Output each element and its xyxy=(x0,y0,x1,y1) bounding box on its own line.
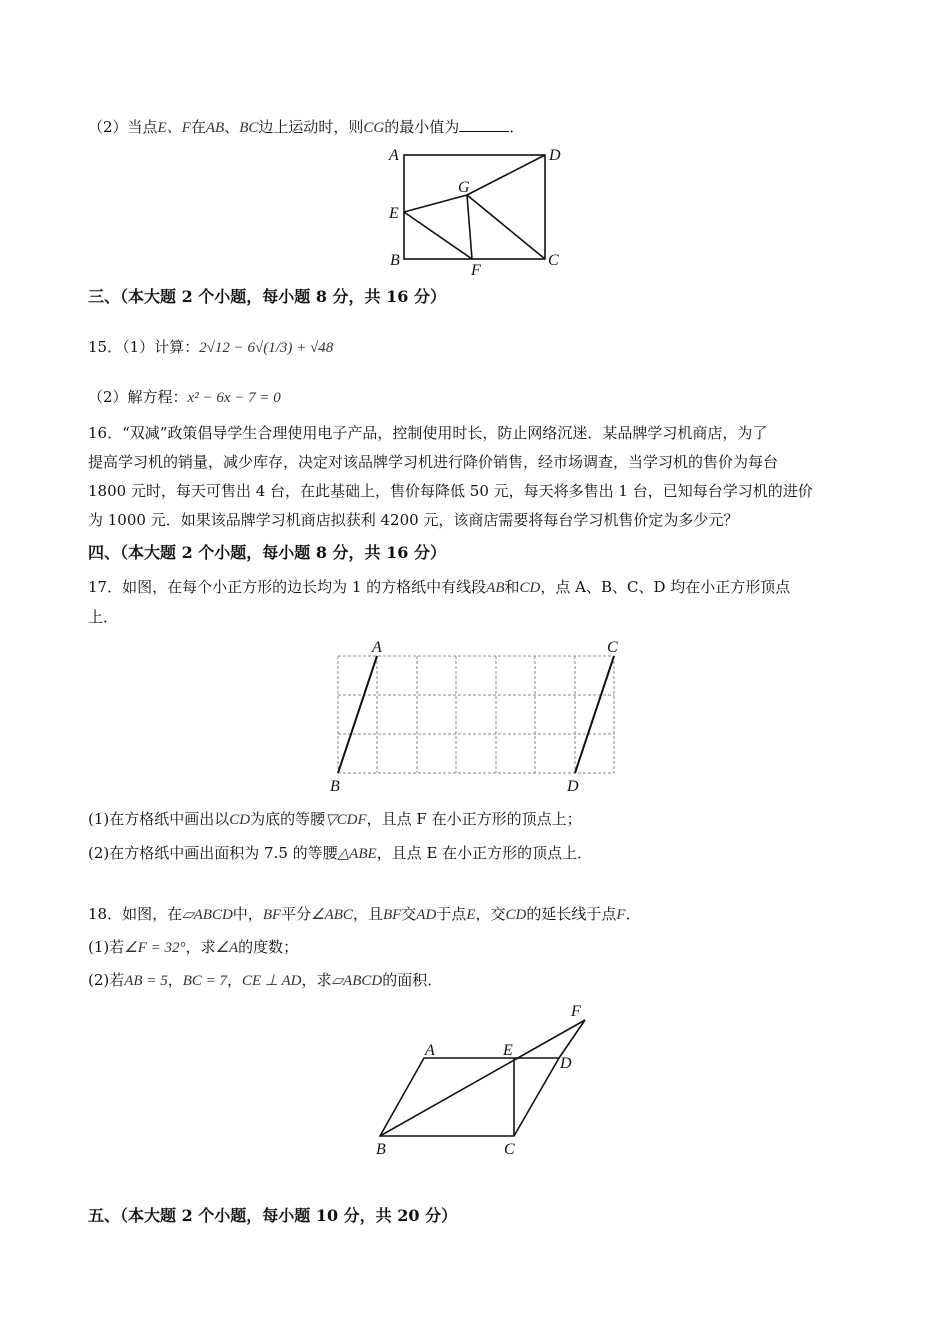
label-a: A xyxy=(389,147,399,164)
segment-df xyxy=(559,1020,585,1058)
text: 的最小值为 xyxy=(384,118,460,136)
text: 的延长线于点 xyxy=(526,905,617,923)
text: 和 xyxy=(504,578,520,596)
label-e: E xyxy=(503,1042,513,1059)
math: BF xyxy=(382,907,402,923)
label-a: A xyxy=(372,639,382,656)
text: ，求 xyxy=(301,971,332,989)
q17-line-2: 上． xyxy=(88,608,119,626)
text: 15．（1）计算： xyxy=(88,338,200,356)
text: ，求 xyxy=(185,938,216,956)
math-expression: x² − 6x − 7 = 0 xyxy=(187,390,281,406)
math: AB xyxy=(205,120,225,136)
text: 在 xyxy=(190,118,206,136)
text: 17．如图，在每个小正方形的边长均为 1 的方格纸中有线段 xyxy=(88,578,487,596)
label-d: D xyxy=(567,778,579,795)
label-b: B xyxy=(390,252,400,269)
math: AB xyxy=(486,580,505,596)
text: 边上运动时，则 xyxy=(258,118,364,136)
label-b: B xyxy=(376,1141,386,1158)
text: 为底的等腰 xyxy=(250,810,326,828)
math: E xyxy=(466,907,476,923)
text: ，交 xyxy=(475,905,506,923)
label-f: F xyxy=(471,262,481,279)
label-a: A xyxy=(425,1042,435,1059)
text: 交 xyxy=(401,905,417,923)
q16-line-2: 提高学习机的销量，减少库存，决定对该品牌学习机进行降价销售，经市场调查，当学习机的售价为每台 xyxy=(88,453,779,471)
math: BC = 7 xyxy=(182,973,228,989)
text: ，且点 E 在小正方形的顶点上． xyxy=(376,844,593,862)
text: 平分 xyxy=(281,905,312,923)
math: ∠ABC xyxy=(311,907,353,923)
text: ． xyxy=(509,118,525,136)
text: (2)若 xyxy=(88,971,125,989)
label-d: D xyxy=(549,147,561,164)
text: (1)若 xyxy=(88,938,125,956)
text: （2）解方程： xyxy=(88,388,188,406)
q16-line-4: 为 1000 元．如果该品牌学习机商店拟获利 4200 元，该商店需要将每台学习机售价定为多少元？ xyxy=(88,511,739,529)
math: CD xyxy=(505,907,527,923)
math: CG xyxy=(363,120,385,136)
text: 18．如图，在 xyxy=(88,905,183,923)
math-expression: 2√12 − 6√(1/3) + √48 xyxy=(199,340,334,356)
q16-line-1: 16．“双减”政策倡导学生合理使用电子产品，控制使用时长，防止网络沉迷．某品牌学习机商店，为了 xyxy=(88,424,768,442)
text: 于点 xyxy=(436,905,467,923)
text: 、 xyxy=(224,118,240,136)
math: AB = 5 xyxy=(124,973,168,989)
text: ，点 A、B、C、D 均在小正方形顶点 xyxy=(540,578,791,596)
text: （2）当点 xyxy=(88,118,158,136)
math: ∠F = 32° xyxy=(124,940,186,956)
text: ，且点 F 在小正方形的顶点上； xyxy=(366,810,582,828)
text: ， xyxy=(227,971,243,989)
math: AD xyxy=(416,907,437,923)
label-f: F xyxy=(571,1003,581,1020)
label-g: G xyxy=(458,179,470,196)
section-3-heading: 三、（本大题 2 个小题，每小题 8 分，共 16 分） xyxy=(88,287,446,306)
section-4-heading: 四、（本大题 2 个小题，每小题 8 分，共 16 分） xyxy=(88,543,446,562)
label-c: C xyxy=(548,252,559,269)
label-b: B xyxy=(330,778,340,795)
section-5-heading: 五、（本大题 2 个小题，每小题 10 分，共 20 分） xyxy=(88,1206,458,1225)
text: (1)在方格纸中画出以 xyxy=(88,810,230,828)
parallelogram-abcd xyxy=(380,1058,559,1136)
label-d: D xyxy=(560,1055,572,1072)
math: ▱ABCD xyxy=(182,907,233,923)
math: ▱ABCD xyxy=(331,973,383,989)
math: CD xyxy=(229,812,251,828)
text: ，且 xyxy=(352,905,383,923)
label-e: E xyxy=(389,205,399,222)
text: 的度数； xyxy=(238,938,299,956)
math: BC xyxy=(239,120,259,136)
text: ， xyxy=(167,971,183,989)
math: F xyxy=(616,907,626,923)
math: ▽CDF xyxy=(325,812,367,828)
label-c: C xyxy=(607,639,618,656)
math: BF xyxy=(262,907,282,923)
text: 的面积． xyxy=(382,971,443,989)
math: △ABE xyxy=(337,846,377,862)
segment-bf xyxy=(380,1020,585,1136)
label-c: C xyxy=(504,1141,515,1158)
text: ． xyxy=(625,905,641,923)
math: CD xyxy=(519,580,541,596)
text: (2)在方格纸中画出面积为 7.5 的等腰 xyxy=(88,844,338,862)
q16-line-3: 1800 元时，每天可售出 4 台，在此基础上，售价每降低 50 元，每天将多售出 1 台，已知每台学习机的进价 xyxy=(88,482,813,500)
math: CE ⊥ AD xyxy=(242,973,302,989)
math: ∠A xyxy=(215,940,239,956)
text: 中， xyxy=(232,905,263,923)
math: E、F xyxy=(157,120,191,136)
